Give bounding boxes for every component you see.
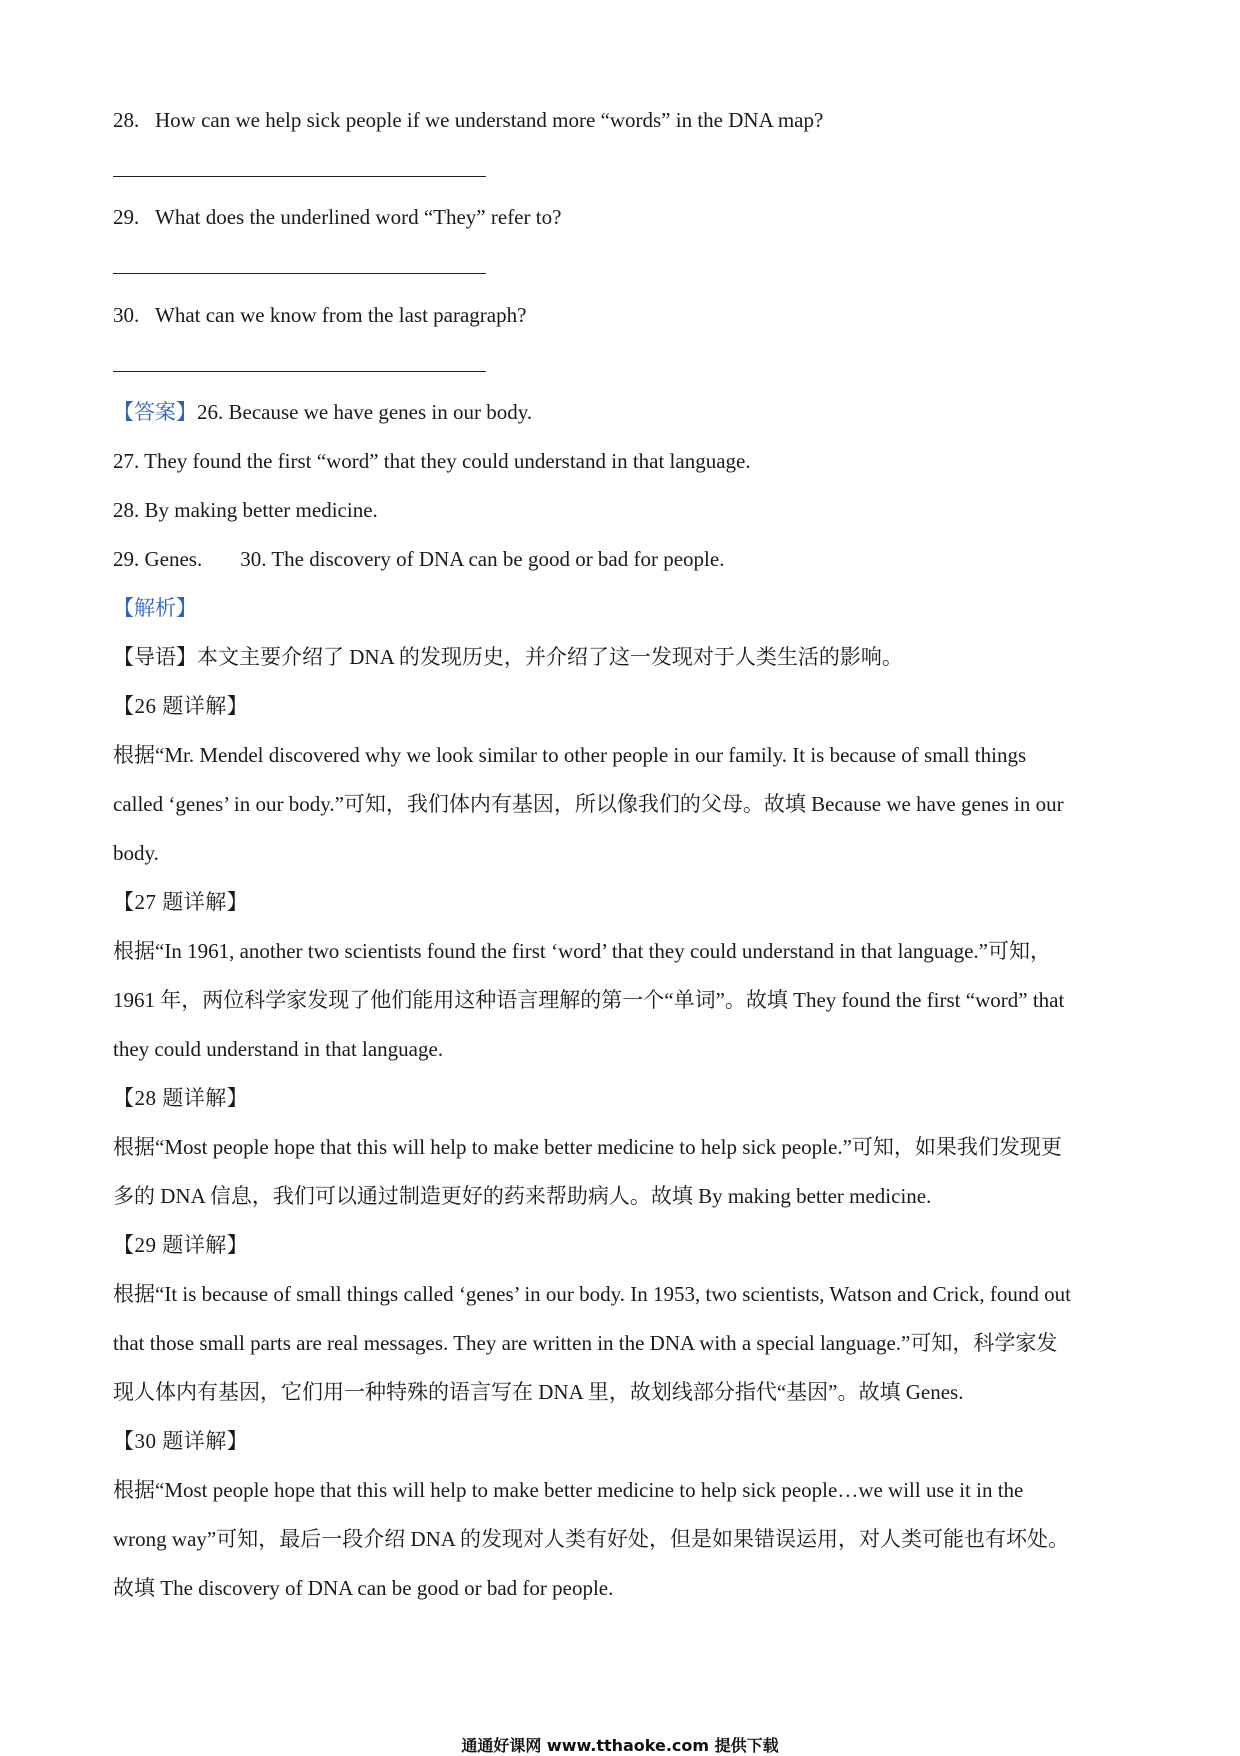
question-28 (113, 105, 823, 135)
answer-blank-28 (113, 176, 486, 177)
answer-tag: 【答案】 (113, 400, 197, 424)
question-number: 28. (113, 108, 140, 132)
detail-29-header: 【29 题详解】 (113, 1233, 249, 1257)
analysis-tag: 【解析】 (113, 596, 197, 620)
detail-26-line: body. (113, 841, 159, 865)
answer-26-line (113, 397, 532, 427)
question-text: How can we help sick people if we understand more “words” in the DNA map? (155, 108, 824, 132)
answer-27: 27. They found the first “word” that they could understand in that language. (113, 449, 751, 473)
detail-29-line: that those small parts are real messages. They are written in the DNA with a special language.”可知，科学家发 (113, 1331, 1058, 1355)
answer-29-30-line (113, 544, 724, 574)
detail-27-line: 1961 年，两位科学家发现了他们能用这种语言理解的第一个“单词”。故填 They found the first “word” that (113, 988, 1065, 1012)
question-number: 29. (113, 205, 140, 229)
page-footer: 通通好课网 www.tthaoke.com 提供下载 (461, 1736, 779, 1755)
detail-26-header: 【26 题详解】 (113, 694, 249, 718)
detail-26-line: 根据“Mr. Mendel discovered why we look similar to other people in our family. It is because of small things (113, 743, 1027, 767)
detail-30-header: 【30 题详解】 (113, 1429, 249, 1453)
detail-27-line: 根据“In 1961, another two scientists found the first ‘word’ that they could understand in that language.”可知， (113, 939, 1051, 963)
detail-29-line: 现人体内有基因，它们用一种特殊的语言写在 DNA 里，故划线部分指代“基因”。故填 Genes. (113, 1380, 964, 1404)
answer-26: 26. Because we have genes in our body. (197, 400, 533, 424)
answer-blank-30 (113, 371, 486, 372)
detail-28-line: 多的 DNA 信息，我们可以通过制造更好的药来帮助病人。故填 By making better medicine. (113, 1184, 932, 1208)
answer-30: 30. The discovery of DNA can be good or bad for people. (240, 547, 725, 571)
answer-28: 28. By making better medicine. (113, 498, 378, 522)
detail-27-line: they could understand in that language. (113, 1037, 444, 1061)
question-30 (113, 300, 526, 330)
detail-30-line: 故填 The discovery of DNA can be good or bad for people. (113, 1576, 614, 1600)
detail-29-line: 根据“It is because of small things called ‘genes’ in our body. In 1953, two scientists, Watson and Crick, found out (113, 1282, 1071, 1306)
detail-28-header: 【28 题详解】 (113, 1086, 249, 1110)
analysis-intro: 【导语】本文主要介绍了 DNA 的发现历史，并介绍了这一发现对于人类生活的影响。 (113, 645, 903, 669)
detail-27-header: 【27 题详解】 (113, 890, 249, 914)
question-text: What can we know from the last paragraph? (155, 303, 527, 327)
detail-26-line: called ‘genes’ in our body.”可知，我们体内有基因，所以像我们的父母。故填 Because we have genes in our (113, 792, 1064, 816)
question-number: 30. (113, 303, 140, 327)
answer-blank-29 (113, 273, 486, 274)
detail-30-line: 根据“Most people hope that this will help to make better medicine to help sick people…we will use it in the (113, 1478, 1024, 1502)
detail-30-line: wrong way”可知，最后一段介绍 DNA 的发现对人类有好处，但是如果错误运用，对人类可能也有坏处。 (113, 1527, 1070, 1551)
answer-29: 29. Genes. (113, 547, 203, 571)
question-29 (113, 202, 561, 232)
question-text: What does the underlined word “They” refer to? (155, 205, 562, 229)
detail-28-line: 根据“Most people hope that this will help to make better medicine to help sick people.”可知，如果我们发现更 (113, 1135, 1062, 1159)
